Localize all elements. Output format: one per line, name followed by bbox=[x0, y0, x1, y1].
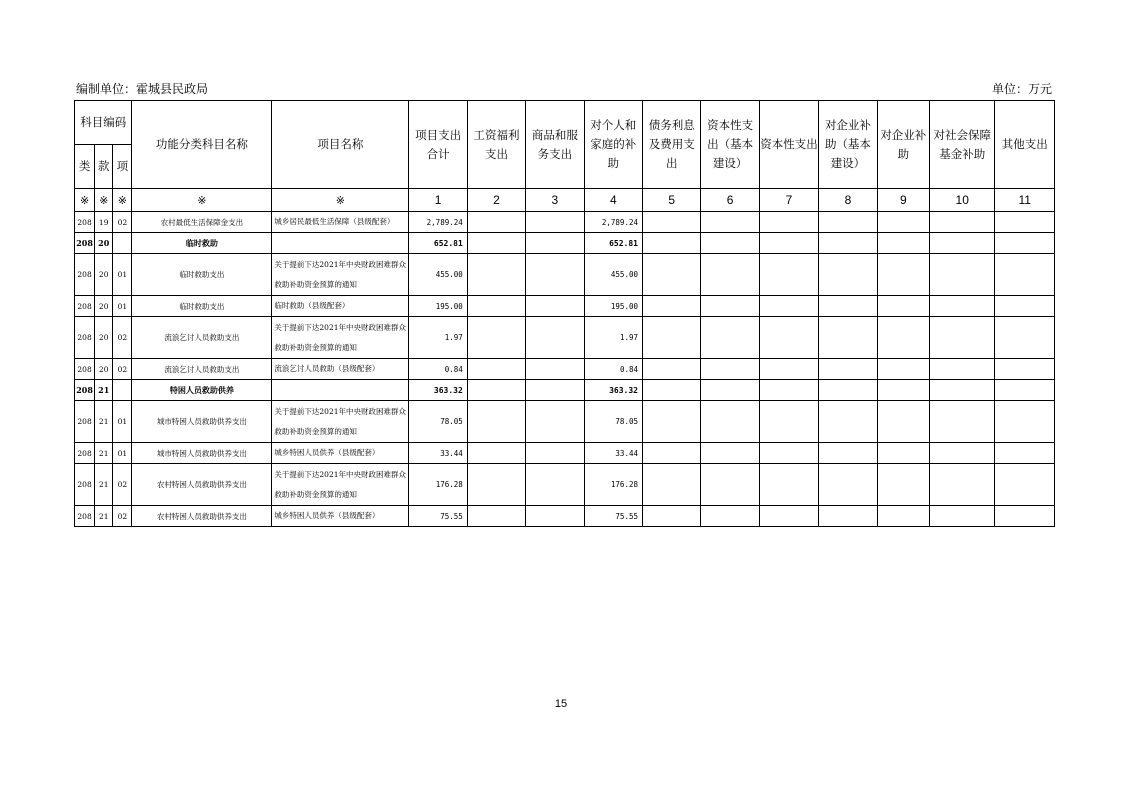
header-c11: 其他支出 bbox=[995, 101, 1055, 189]
code-xiang-cell: 01 bbox=[113, 443, 132, 464]
capital-basic-cell bbox=[701, 506, 759, 527]
func-name-cell: 农村最低生活保障金支出 bbox=[132, 212, 272, 233]
table-row bbox=[75, 464, 1055, 506]
debt-interest-cell bbox=[643, 506, 701, 527]
goods-services-cell bbox=[526, 443, 584, 464]
code-xiang-cell bbox=[113, 380, 132, 401]
capital-basic-cell bbox=[701, 233, 759, 254]
code-lei-cell: 208 bbox=[75, 380, 95, 401]
code-xiang-cell bbox=[113, 233, 132, 254]
enterprise-basic-cell bbox=[819, 359, 877, 380]
capital-basic-cell bbox=[701, 317, 759, 359]
other-cell bbox=[995, 317, 1055, 359]
capital-basic-cell bbox=[701, 401, 759, 443]
capital-cell bbox=[759, 464, 818, 506]
capital-cell bbox=[759, 506, 818, 527]
code-lei-cell: 208 bbox=[75, 464, 95, 506]
project-name-cell: 临时救助（县级配套） bbox=[272, 296, 409, 317]
debt-interest-cell bbox=[643, 380, 701, 401]
enterprise-cell bbox=[877, 317, 929, 359]
table-row bbox=[75, 233, 1055, 254]
header-c4: 对个人和家庭的补助 bbox=[584, 101, 642, 189]
total-amount-cell: 363.32 bbox=[409, 380, 467, 401]
func-name-cell: 农村特困人员救助供养支出 bbox=[132, 506, 272, 527]
code-lei-cell: 208 bbox=[75, 233, 95, 254]
personal-subsidy-cell: 1.97 bbox=[584, 317, 642, 359]
enterprise-cell bbox=[877, 506, 929, 527]
header-c3: 商品和服务支出 bbox=[526, 101, 584, 189]
col-number: 7 bbox=[759, 189, 818, 212]
capital-cell bbox=[759, 317, 818, 359]
total-amount-cell: 75.55 bbox=[409, 506, 467, 527]
total-amount-cell: 1.97 bbox=[409, 317, 467, 359]
func-name-cell: 流浪乞讨人员救助支出 bbox=[132, 317, 272, 359]
enterprise-cell bbox=[877, 296, 929, 317]
debt-interest-cell bbox=[643, 296, 701, 317]
header-xiang: 项 bbox=[113, 145, 132, 189]
table-row bbox=[75, 380, 1055, 401]
code-xiang-cell: 02 bbox=[113, 506, 132, 527]
mark-cell: ※ bbox=[272, 189, 409, 212]
wages-cell bbox=[467, 506, 525, 527]
social-security-cell bbox=[930, 506, 995, 527]
wages-cell bbox=[467, 443, 525, 464]
capital-cell bbox=[759, 212, 818, 233]
project-name-cell: 城乡居民最低生活保障（县级配套） bbox=[272, 212, 409, 233]
code-kuan-cell: 20 bbox=[95, 233, 113, 254]
personal-subsidy-cell: 33.44 bbox=[584, 443, 642, 464]
total-amount-cell: 195.00 bbox=[409, 296, 467, 317]
table-row bbox=[75, 401, 1055, 443]
col-number: 2 bbox=[467, 189, 525, 212]
code-lei-cell: 208 bbox=[75, 317, 95, 359]
enterprise-cell bbox=[877, 464, 929, 506]
capital-basic-cell bbox=[701, 443, 759, 464]
enterprise-basic-cell bbox=[819, 380, 877, 401]
mark-cell: ※ bbox=[75, 189, 95, 212]
enterprise-cell bbox=[877, 233, 929, 254]
table-row bbox=[75, 506, 1055, 527]
func-name-cell: 特困人员救助供养 bbox=[132, 380, 272, 401]
personal-subsidy-cell: 652.81 bbox=[584, 233, 642, 254]
table-row bbox=[75, 296, 1055, 317]
debt-interest-cell bbox=[643, 443, 701, 464]
code-kuan-cell: 20 bbox=[95, 359, 113, 380]
other-cell bbox=[995, 506, 1055, 527]
enterprise-cell bbox=[877, 254, 929, 296]
social-security-cell bbox=[930, 380, 995, 401]
project-name-cell bbox=[272, 233, 409, 254]
project-name-cell bbox=[272, 380, 409, 401]
func-name-cell: 临时救助 bbox=[132, 233, 272, 254]
capital-cell bbox=[759, 380, 818, 401]
enterprise-basic-cell bbox=[819, 296, 877, 317]
social-security-cell bbox=[930, 233, 995, 254]
project-name-cell: 关于提前下达2021年中央财政困难群众救助补助资金预算的通知 bbox=[272, 464, 409, 506]
personal-subsidy-cell: 363.32 bbox=[584, 380, 642, 401]
debt-interest-cell bbox=[643, 212, 701, 233]
code-xiang-cell: 02 bbox=[113, 212, 132, 233]
total-amount-cell: 78.05 bbox=[409, 401, 467, 443]
project-name-cell: 关于提前下达2021年中央财政困难群众救助补助资金预算的通知 bbox=[272, 401, 409, 443]
code-xiang-cell: 02 bbox=[113, 317, 132, 359]
table-row bbox=[75, 212, 1055, 233]
col-number: 1 bbox=[409, 189, 467, 212]
other-cell bbox=[995, 443, 1055, 464]
capital-cell bbox=[759, 359, 818, 380]
total-amount-cell: 33.44 bbox=[409, 443, 467, 464]
func-name-cell: 流浪乞讨人员救助支出 bbox=[132, 359, 272, 380]
capital-basic-cell bbox=[701, 359, 759, 380]
header-c8: 对企业补助（基本建设） bbox=[819, 101, 877, 189]
col-number: 6 bbox=[701, 189, 759, 212]
code-lei-cell: 208 bbox=[75, 359, 95, 380]
personal-subsidy-cell: 75.55 bbox=[584, 506, 642, 527]
header-kuan: 款 bbox=[95, 145, 113, 189]
header-c6: 资本性支出（基本建设） bbox=[701, 101, 759, 189]
other-cell bbox=[995, 212, 1055, 233]
goods-services-cell bbox=[526, 296, 584, 317]
enterprise-basic-cell bbox=[819, 317, 877, 359]
social-security-cell bbox=[930, 296, 995, 317]
wages-cell bbox=[467, 296, 525, 317]
col-number: 11 bbox=[995, 189, 1055, 212]
total-amount-cell: 2,789.24 bbox=[409, 212, 467, 233]
total-amount-cell: 0.84 bbox=[409, 359, 467, 380]
other-cell bbox=[995, 359, 1055, 380]
social-security-cell bbox=[930, 359, 995, 380]
goods-services-cell bbox=[526, 254, 584, 296]
code-xiang-cell: 01 bbox=[113, 254, 132, 296]
func-name-cell: 临时救助支出 bbox=[132, 254, 272, 296]
enterprise-basic-cell bbox=[819, 401, 877, 443]
enterprise-cell bbox=[877, 443, 929, 464]
func-name-cell: 农村特困人员救助供养支出 bbox=[132, 464, 272, 506]
project-name-cell: 城乡特困人员供养（县级配套） bbox=[272, 506, 409, 527]
code-kuan-cell: 21 bbox=[95, 464, 113, 506]
code-lei-cell: 208 bbox=[75, 296, 95, 317]
code-kuan-cell: 19 bbox=[95, 212, 113, 233]
code-xiang-cell: 01 bbox=[113, 296, 132, 317]
goods-services-cell bbox=[526, 401, 584, 443]
debt-interest-cell bbox=[643, 464, 701, 506]
goods-services-cell bbox=[526, 464, 584, 506]
header-c10: 对社会保障基金补助 bbox=[930, 101, 995, 189]
header-c5: 债务利息及费用支出 bbox=[643, 101, 701, 189]
col-number: 4 bbox=[584, 189, 642, 212]
social-security-cell bbox=[930, 254, 995, 296]
social-security-cell bbox=[930, 443, 995, 464]
other-cell bbox=[995, 401, 1055, 443]
page-number: 15 bbox=[554, 698, 568, 710]
header-proj-name: 项目名称 bbox=[272, 101, 409, 189]
code-xiang-cell: 02 bbox=[113, 359, 132, 380]
wages-cell bbox=[467, 380, 525, 401]
enterprise-basic-cell bbox=[819, 443, 877, 464]
col-number: 3 bbox=[526, 189, 584, 212]
total-amount-cell: 455.00 bbox=[409, 254, 467, 296]
personal-subsidy-cell: 2,789.24 bbox=[584, 212, 642, 233]
social-security-cell bbox=[930, 401, 995, 443]
social-security-cell bbox=[930, 317, 995, 359]
goods-services-cell bbox=[526, 359, 584, 380]
debt-interest-cell bbox=[643, 359, 701, 380]
table-row bbox=[75, 443, 1055, 464]
goods-services-cell bbox=[526, 233, 584, 254]
enterprise-cell bbox=[877, 212, 929, 233]
enterprise-cell bbox=[877, 380, 929, 401]
wages-cell bbox=[467, 254, 525, 296]
personal-subsidy-cell: 176.28 bbox=[584, 464, 642, 506]
wages-cell bbox=[467, 212, 525, 233]
personal-subsidy-cell: 455.00 bbox=[584, 254, 642, 296]
header-c9: 对企业补助 bbox=[877, 101, 929, 189]
goods-services-cell bbox=[526, 380, 584, 401]
capital-cell bbox=[759, 443, 818, 464]
enterprise-cell bbox=[877, 359, 929, 380]
header-c2: 工资福利支出 bbox=[467, 101, 525, 189]
wages-cell bbox=[467, 233, 525, 254]
capital-basic-cell bbox=[701, 296, 759, 317]
wages-cell bbox=[467, 317, 525, 359]
other-cell bbox=[995, 233, 1055, 254]
personal-subsidy-cell: 78.05 bbox=[584, 401, 642, 443]
header-c1: 项目支出合计 bbox=[409, 101, 467, 189]
total-amount-cell: 652.81 bbox=[409, 233, 467, 254]
other-cell bbox=[995, 254, 1055, 296]
debt-interest-cell bbox=[643, 254, 701, 296]
code-xiang-cell: 01 bbox=[113, 401, 132, 443]
capital-basic-cell bbox=[701, 212, 759, 233]
table-row bbox=[75, 317, 1055, 359]
wages-cell bbox=[467, 464, 525, 506]
code-lei-cell: 208 bbox=[75, 506, 95, 527]
debt-interest-cell bbox=[643, 317, 701, 359]
mark-cell: ※ bbox=[95, 189, 113, 212]
code-xiang-cell: 02 bbox=[113, 464, 132, 506]
code-kuan-cell: 20 bbox=[95, 296, 113, 317]
capital-cell bbox=[759, 254, 818, 296]
col-number: 9 bbox=[877, 189, 929, 212]
code-kuan-cell: 20 bbox=[95, 254, 113, 296]
project-name-cell: 关于提前下达2021年中央财政困难群众救助补助资金预算的通知 bbox=[272, 317, 409, 359]
budget-table bbox=[74, 100, 1055, 527]
code-kuan-cell: 21 bbox=[95, 380, 113, 401]
enterprise-basic-cell bbox=[819, 506, 877, 527]
table-body bbox=[75, 212, 1055, 527]
code-kuan-cell: 21 bbox=[95, 401, 113, 443]
enterprise-basic-cell bbox=[819, 212, 877, 233]
func-name-cell: 城市特困人员救助供养支出 bbox=[132, 401, 272, 443]
goods-services-cell bbox=[526, 317, 584, 359]
capital-cell bbox=[759, 296, 818, 317]
social-security-cell bbox=[930, 464, 995, 506]
header-func-name: 功能分类科目名称 bbox=[132, 101, 272, 189]
header-c7: 资本性支出 bbox=[759, 101, 818, 189]
code-kuan-cell: 21 bbox=[95, 506, 113, 527]
mark-cell: ※ bbox=[132, 189, 272, 212]
goods-services-cell bbox=[526, 212, 584, 233]
debt-interest-cell bbox=[643, 401, 701, 443]
code-lei-cell: 208 bbox=[75, 443, 95, 464]
project-name-cell: 关于提前下达2021年中央财政困难群众救助补助资金预算的通知 bbox=[272, 254, 409, 296]
header-code-group: 科目编码 bbox=[75, 101, 132, 145]
personal-subsidy-cell: 195.00 bbox=[584, 296, 642, 317]
capital-cell bbox=[759, 233, 818, 254]
enterprise-basic-cell bbox=[819, 464, 877, 506]
capital-basic-cell bbox=[701, 254, 759, 296]
social-security-cell bbox=[930, 212, 995, 233]
other-cell bbox=[995, 296, 1055, 317]
wages-cell bbox=[467, 359, 525, 380]
capital-basic-cell bbox=[701, 464, 759, 506]
mark-cell: ※ bbox=[113, 189, 132, 212]
header-lei: 类 bbox=[75, 145, 95, 189]
enterprise-basic-cell bbox=[819, 233, 877, 254]
currency-unit: 单位：万元 bbox=[991, 82, 1052, 96]
other-cell bbox=[995, 380, 1055, 401]
goods-services-cell bbox=[526, 506, 584, 527]
total-amount-cell: 176.28 bbox=[409, 464, 467, 506]
col-number: 10 bbox=[930, 189, 995, 212]
code-lei-cell: 208 bbox=[75, 254, 95, 296]
code-lei-cell: 208 bbox=[75, 212, 95, 233]
wages-cell bbox=[467, 401, 525, 443]
project-name-cell: 流浪乞讨人员救助（县级配套） bbox=[272, 359, 409, 380]
table-row bbox=[75, 254, 1055, 296]
code-lei-cell: 208 bbox=[75, 401, 95, 443]
col-number: 8 bbox=[819, 189, 877, 212]
col-number: 5 bbox=[643, 189, 701, 212]
func-name-cell: 城市特困人员救助供养支出 bbox=[132, 443, 272, 464]
table-row bbox=[75, 359, 1055, 380]
other-cell bbox=[995, 464, 1055, 506]
personal-subsidy-cell: 0.84 bbox=[584, 359, 642, 380]
code-kuan-cell: 20 bbox=[95, 317, 113, 359]
enterprise-cell bbox=[877, 401, 929, 443]
func-name-cell: 临时救助支出 bbox=[132, 296, 272, 317]
compiling-unit: 编制单位：霍城县民政局 bbox=[76, 82, 209, 96]
capital-cell bbox=[759, 401, 818, 443]
debt-interest-cell bbox=[643, 233, 701, 254]
code-kuan-cell: 21 bbox=[95, 443, 113, 464]
project-name-cell: 城乡特困人员供养（县级配套） bbox=[272, 443, 409, 464]
enterprise-basic-cell bbox=[819, 254, 877, 296]
capital-basic-cell bbox=[701, 380, 759, 401]
